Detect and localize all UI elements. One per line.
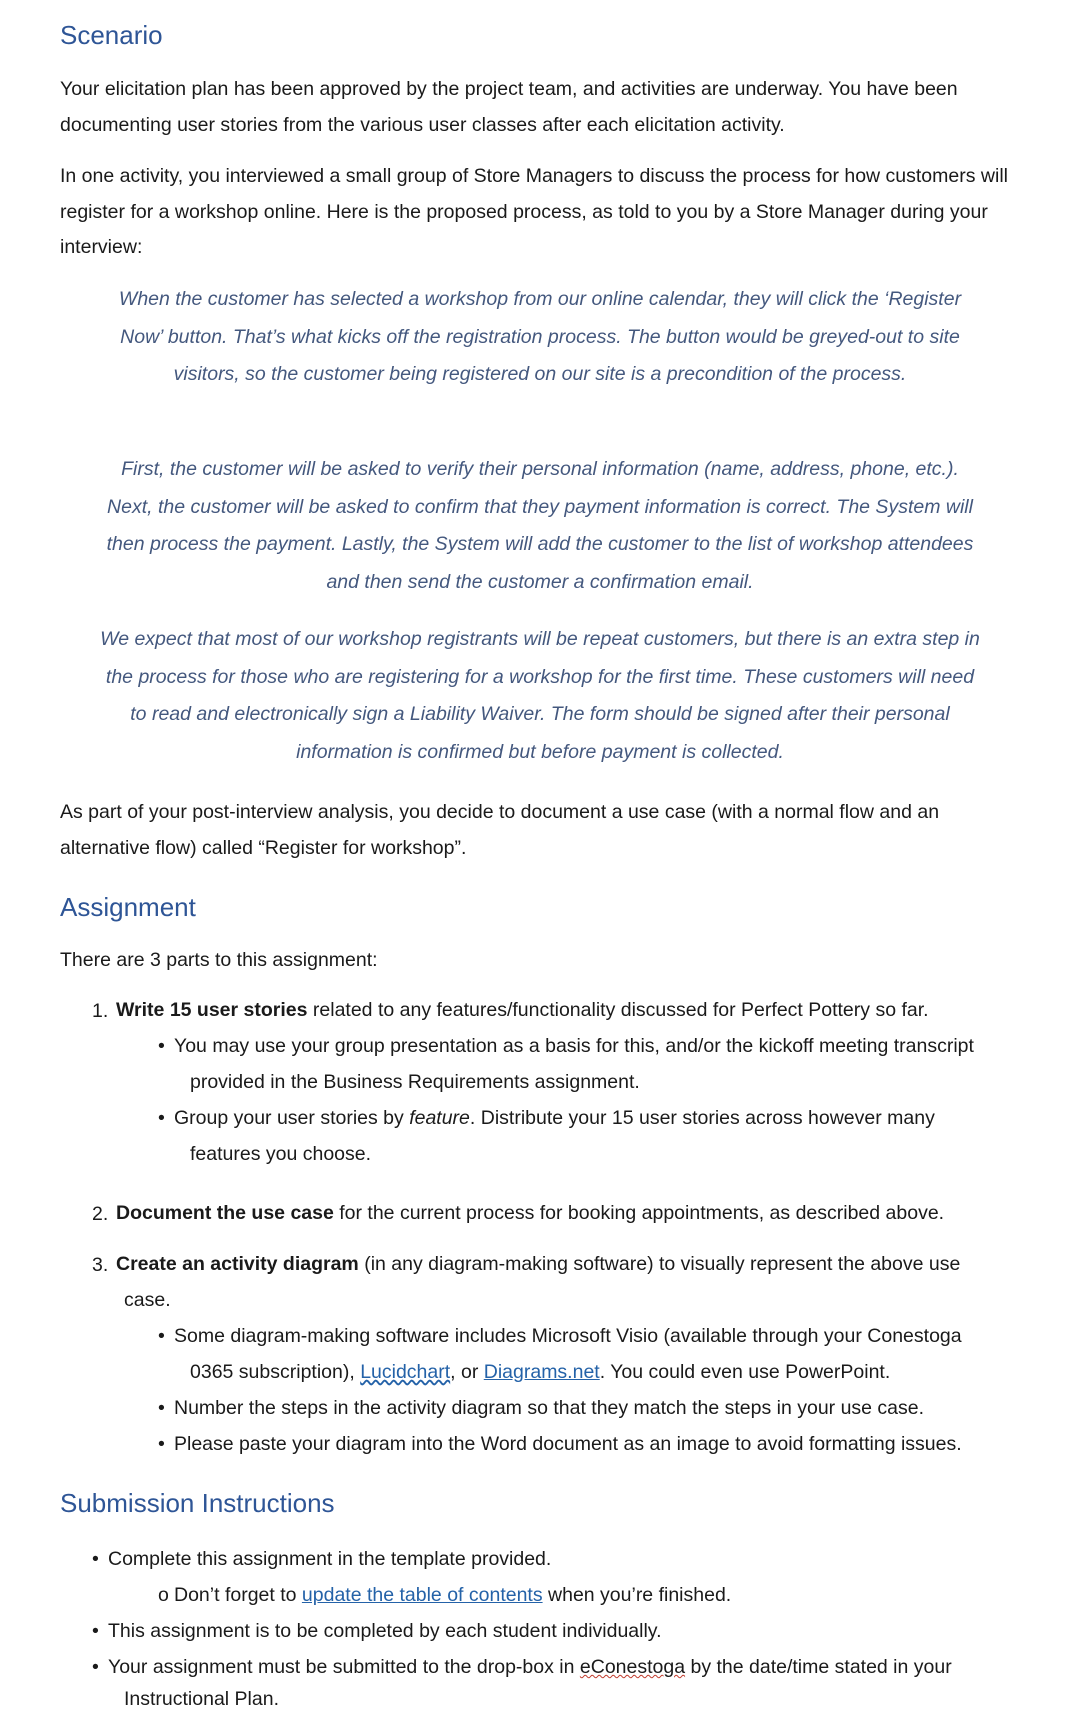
bullet-glyph: • [92, 1548, 99, 1570]
bullet-glyph: • [158, 1433, 165, 1455]
item-1-rest: related to any features/functionality discussed for Perfect Pottery so far. [307, 999, 929, 1021]
submission-sub-bullet-pre: Don’t forget to [174, 1584, 302, 1606]
item-1-bullet-1-line-2: provided in the Business Requirements assignment. [190, 1071, 640, 1093]
item-1-text [116, 995, 929, 1025]
item-1-bullet-1 [158, 1031, 974, 1061]
bullet-glyph: • [158, 1107, 165, 1129]
item-2-rest: for the current process for booking appointments, as described above. [333, 1202, 945, 1224]
item-3-bullet-1-post: . You could even use PowerPoint. [599, 1361, 891, 1383]
submission-bullet-2-text: This assignment is to be completed by each student individually. [108, 1620, 662, 1642]
item-3-bullet-2 [158, 1393, 924, 1423]
item-1-bullet-2-line-2: features you choose. [190, 1143, 372, 1165]
item-3-rest: (in any diagram-making software) to visually represent the above use [358, 1253, 961, 1275]
item-3-bullet-1-line-2 [190, 1357, 890, 1387]
econestoga-text: eConestoga [579, 1656, 686, 1678]
submission-bullet-3-pre: Your assignment must be submitted to the drop-box in [108, 1656, 580, 1678]
scenario-paragraph-3: As part of your post-interview analysis, you decide to document a use case (with a normal flow and an alternative flow) called “Register for workshop”. [60, 801, 940, 859]
item-1-bullet-1-line-1: You may use your group presentation as a basis for this, and/or the kickoff meeting transcript [174, 1035, 974, 1057]
item-2-bold: Document the use case [116, 1202, 334, 1224]
item-1-bullet-2-post: . Distribute your 15 user stories across however many [469, 1107, 935, 1129]
scenario-heading: Scenario [60, 20, 163, 50]
item-3-number: 3. [92, 1254, 109, 1276]
submission-bullet-2 [92, 1616, 662, 1646]
submission-bullet-3-line-2: Instructional Plan. [124, 1688, 280, 1710]
item-3-text [116, 1249, 960, 1279]
bullet-glyph: • [158, 1035, 165, 1057]
update-toc-link[interactable]: update the table of contents [301, 1584, 543, 1606]
interview-quote-3: We expect that most of our workshop registrants will be repeat customers, but there is an extra step in the process for those who are registering for a workshop for the first time. These customers will need to read and electronically sign a Liability Waiver. The form should be signed after their personal information is confirmed but before payment is collected. [100, 628, 980, 763]
submission-bullet-3 [92, 1652, 952, 1682]
assignment-heading: Assignment [60, 892, 196, 922]
interview-quote-1: When the customer has selected a workshop from our online calendar, they will click the ‘Register Now’ button. That’s what kicks off the registration process. The button would be greyed-out to site visitors, so the customer being registered on our site is a precondition of the process. [118, 288, 962, 385]
bullet-glyph: • [158, 1397, 165, 1419]
diagrams-net-link[interactable]: Diagrams.net [483, 1361, 600, 1383]
item-1-bold: Write 15 user stories [116, 999, 308, 1021]
sub-bullet-glyph: o [158, 1584, 169, 1606]
bullet-glyph: • [92, 1620, 99, 1642]
item-3-bullet-1-mid: , or [450, 1361, 484, 1383]
lucidchart-link[interactable]: Lucidchart [360, 1361, 451, 1383]
item-1-number: 1. [92, 1000, 109, 1022]
item-3-line-2: case. [124, 1289, 171, 1311]
item-2-number: 2. [92, 1203, 109, 1225]
item-3-bullet-1-line-1: Some diagram-making software includes Microsoft Visio (available through your Conestoga [174, 1325, 962, 1347]
item-3-bullet-2-text: Number the steps in the activity diagram so that they match the steps in your use case. [174, 1397, 925, 1419]
bullet-glyph: • [158, 1325, 165, 1347]
item-3-bullet-1-pre: 0365 subscription), [190, 1361, 361, 1383]
item-3-bullet-3-text: Please paste your diagram into the Word document as an image to avoid formatting issues. [174, 1433, 962, 1455]
submission-bullet-1-text: Complete this assignment in the template provided. [108, 1548, 552, 1570]
submission-bullet-1 [92, 1544, 551, 1574]
bullet-glyph: • [92, 1656, 99, 1678]
item-2-text [116, 1198, 944, 1228]
item-3-bullet-1 [158, 1321, 962, 1351]
item-1-bullet-2 [158, 1103, 935, 1133]
scenario-paragraph-1: Your elicitation plan has been approved by the project team, and activities are underway. You have been documenting user stories from the various user classes after each elicitation activity. [60, 78, 958, 136]
item-1-bullet-2-pre: Group your user stories by [174, 1107, 410, 1129]
scenario-paragraph-2: In one activity, you interviewed a small group of Store Managers to discuss the process for how customers will register for a workshop online. Here is the proposed process, as told to you by a Store Manager during your interview: [60, 165, 1008, 258]
submission-sub-bullet-post: when you’re finished. [542, 1584, 732, 1606]
interview-quote-2: First, the customer will be asked to verify their personal information (name, address, phone, etc.). Next, the customer will be asked to confirm that they payment information is correct. The System will then process the payment. Lastly, the System will add the customer to the list of workshop attendees and then send the customer a confirmation email. [106, 458, 974, 593]
item-3-bold: Create an activity diagram [116, 1253, 359, 1275]
item-3-bullet-3 [158, 1429, 962, 1459]
submission-bullet-3-post: by the date/time stated in your [685, 1656, 952, 1678]
submission-heading: Submission Instructions [60, 1488, 335, 1518]
assignment-intro: There are 3 parts to this assignment: [60, 949, 378, 971]
item-1-bullet-2-italic: feature [409, 1107, 470, 1129]
submission-sub-bullet [158, 1580, 731, 1610]
